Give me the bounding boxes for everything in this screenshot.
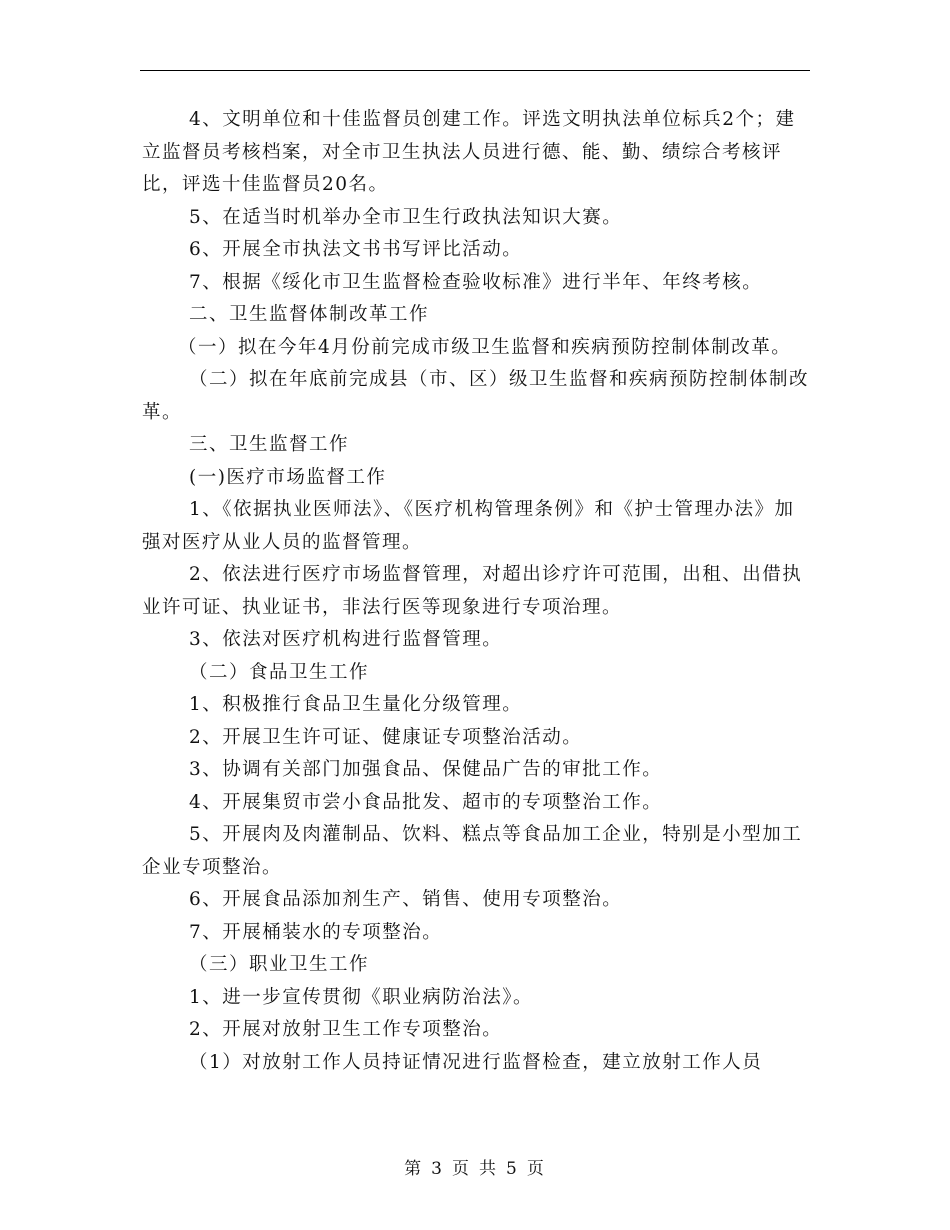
- subsection-heading: (一)医疗市场监督工作: [189, 466, 387, 488]
- paragraph: 2、开展卫生许可证、健康证专项整治活动。: [189, 726, 583, 748]
- paragraph: （1）对放射工作人员持证情况进行监督检查，建立放射工作人员: [189, 1051, 763, 1073]
- paragraph: 1、进一步宣传贯彻《职业病防治法》。: [189, 986, 534, 1008]
- section-heading: 二、卫生监督体制改革工作: [189, 304, 430, 325]
- paragraph: 2、依法进行医疗市场监督管理，对超出诊疗许可范围，出租、出借执业许可证、执业证书，非法行医等现象进行专项治理。: [142, 564, 803, 618]
- footer-total-pages: 5: [506, 1159, 519, 1179]
- paragraph: 3、依法对医疗机构进行监督管理。: [189, 629, 503, 650]
- paragraph: 6、开展食品添加剂生产、销售、使用专项整治。: [189, 889, 623, 910]
- paragraph: 5、在适当时机举办全市卫生行政执法知识大赛。: [189, 206, 623, 228]
- paragraph: 3、协调有关部门加强食品、保健品广告的审批工作。: [189, 759, 663, 780]
- paragraph: （二）拟在年底前完成县（市、区）级卫生监督和疾病预防控制体制改革。: [142, 369, 810, 423]
- footer-label-mid: 页: [452, 1159, 471, 1179]
- document-body: [142, 104, 810, 1079]
- paragraph: （一）拟在今年4月份前完成市级卫生监督和疾病预防控制体制改革。: [178, 336, 792, 358]
- paragraph: 1、《依据执业医师法》、《医疗机构管理条例》和《护士管理办法》加强对医疗从业人员的监督管理。: [142, 499, 795, 553]
- paragraph: 2、开展对放射卫生工作专项整治。: [189, 1019, 503, 1040]
- section-heading: 三、卫生监督工作: [189, 434, 350, 455]
- footer-label-pre: 第: [404, 1159, 424, 1179]
- paragraph: 7、根据《绥化市卫生监督检查验收标准》进行半年、年终考核。: [189, 271, 763, 293]
- paragraph: 6、开展全市执法文书书写评比活动。: [189, 239, 523, 260]
- subsection-heading: （二）食品卫生工作: [189, 661, 370, 683]
- paragraph: 1、积极推行食品卫生量化分级管理。: [189, 694, 523, 715]
- paragraph: 4、开展集贸市尝小食品批发、超市的专项整治工作。: [189, 791, 663, 813]
- paragraph: 7、开展桶装水的专项整治。: [189, 921, 443, 943]
- paragraph: 4、文明单位和十佳监督员创建工作。评选文明执法单位标兵2个；建立监督员考核档案，对全市卫生执法人员进行德、能、勤、绩综合考核评比，评选十佳监督员20名。: [142, 109, 796, 195]
- subsection-heading: （三）职业卫生工作: [189, 954, 370, 975]
- footer-page-number: 3: [431, 1159, 444, 1179]
- footer-label-post: 页: [526, 1159, 546, 1179]
- page-footer: [0, 1154, 950, 1179]
- header-rule: [140, 70, 810, 71]
- paragraph: 5、开展肉及肉灌制品、饮料、糕点等食品加工企业，特别是小型加工企业专项整治。: [142, 824, 803, 878]
- footer-label-total: 共: [479, 1159, 498, 1179]
